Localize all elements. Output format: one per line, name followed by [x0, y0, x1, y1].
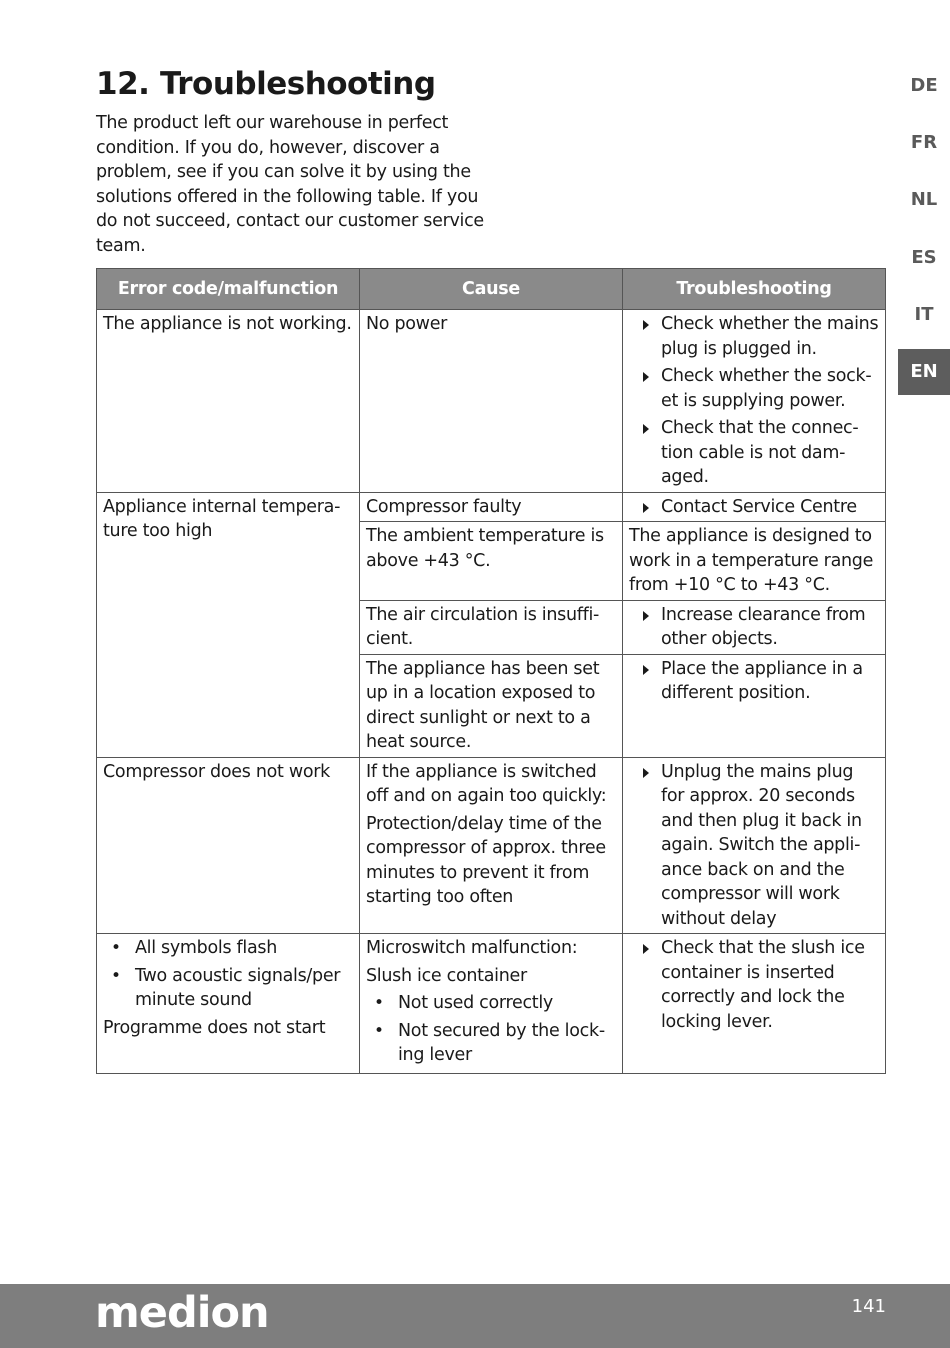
table-row: [97, 492, 886, 522]
header-cause: Cause: [360, 269, 623, 310]
solution-cell: The appliance is designed to work in a temperature range from +10 °C to +43 °C.: [623, 522, 886, 601]
list-item: Check that the slush ice container is inserted correctly and lock the locking lever.: [629, 936, 880, 1034]
solution-cell: [623, 600, 886, 654]
solution-cell: [623, 934, 886, 1074]
arrow-bullet-icon: [643, 372, 649, 382]
cause-cell: The appliance has been set up in a location exposed to direct sunlight or next to a heat source.: [360, 654, 623, 757]
lang-tab-en[interactable]: EN: [898, 349, 950, 395]
solution-cell: [623, 654, 886, 757]
bullet-dot-icon: •: [374, 993, 384, 1013]
page-number: 141: [851, 1296, 886, 1317]
lang-tab-nl[interactable]: NL: [910, 189, 938, 211]
solution-cell: [623, 492, 886, 522]
list-item: • All symbols flash: [103, 936, 354, 961]
table-row: [97, 934, 886, 1074]
section-number: 12.: [96, 66, 150, 102]
section-heading: [96, 62, 436, 106]
cause-cell: No power: [360, 310, 623, 493]
lang-tab-de[interactable]: DE: [910, 74, 938, 96]
error-cell: Appliance internal temperature too high: [97, 492, 360, 757]
list-item: Contact Service Centre: [629, 495, 880, 520]
medion-logo: medion: [95, 1288, 269, 1338]
arrow-bullet-icon: [643, 503, 649, 513]
list-item: Increase clearance from other objects.: [629, 603, 880, 652]
solution-cell: [623, 310, 886, 493]
cause-cell: Microswitch malfunction: Slush ice container • Not used correctly • Not secured by the locking lever: [360, 934, 623, 1074]
table-header-row: [97, 269, 886, 310]
lang-tab-es[interactable]: ES: [911, 246, 937, 268]
table-row: [97, 310, 886, 493]
header-error: Error code/malfunction: [97, 269, 360, 310]
section-title: Troubleshooting: [160, 66, 436, 102]
cause-cell: The ambient temperature is above +43 °C.: [360, 522, 623, 601]
language-tabs: [898, 62, 950, 406]
list-item: Place the appliance in a different position.: [629, 657, 880, 706]
arrow-bullet-icon: [643, 665, 649, 675]
list-item: Check whether the socket is supplying power.: [629, 364, 880, 413]
arrow-bullet-icon: [643, 944, 649, 954]
cause-cell: Compressor faulty: [360, 492, 623, 522]
error-cell: Compressor does not work: [97, 757, 360, 934]
header-troubleshooting: Troubleshooting: [623, 269, 886, 310]
troubleshooting-table: [96, 268, 886, 1074]
intro-paragraph: The product left our warehouse in perfect condition. If you do, however, discover a problem, see if you can solve it by using the solutions offered in the following table. If you do not succeed, contact our customer service team.: [96, 113, 484, 256]
bullet-dot-icon: •: [374, 1020, 384, 1041]
list-item: Check that the connection cable is not damaged.: [629, 416, 880, 490]
arrow-bullet-icon: [643, 320, 649, 330]
lang-tab-fr[interactable]: FR: [910, 131, 938, 153]
page-footer: [0, 1284, 950, 1348]
cause-cell: The air circulation is insufficient.: [360, 600, 623, 654]
bullet-dot-icon: •: [111, 938, 121, 958]
lang-tab-it[interactable]: IT: [914, 304, 934, 326]
arrow-bullet-icon: [643, 768, 649, 778]
list-item: Unplug the mains plug for approx. 20 seconds and then plug it back in again. Switch the appliance back on and the compressor will work without delay: [629, 760, 880, 932]
error-cell: • All symbols flash • Two acoustic signals/per minute sound Programme does not start: [97, 934, 360, 1074]
arrow-bullet-icon: [643, 611, 649, 621]
table-row: [97, 757, 886, 934]
list-item: Check whether the mains plug is plugged in.: [629, 312, 880, 361]
solution-cell: [623, 757, 886, 934]
list-item: • Not used correctly: [366, 991, 617, 1016]
cause-cell: If the appliance is switched off and on again too quickly: Protection/delay time of the compressor of approx. three minutes to prevent it from starting too often: [360, 757, 623, 934]
arrow-bullet-icon: [643, 424, 649, 434]
error-cell: The appliance is not working.: [97, 310, 360, 493]
bullet-dot-icon: •: [111, 965, 121, 986]
list-item: • Two acoustic signals/per minute sound: [111, 965, 341, 1010]
list-item: • Not secured by the locking lever: [374, 1020, 606, 1065]
